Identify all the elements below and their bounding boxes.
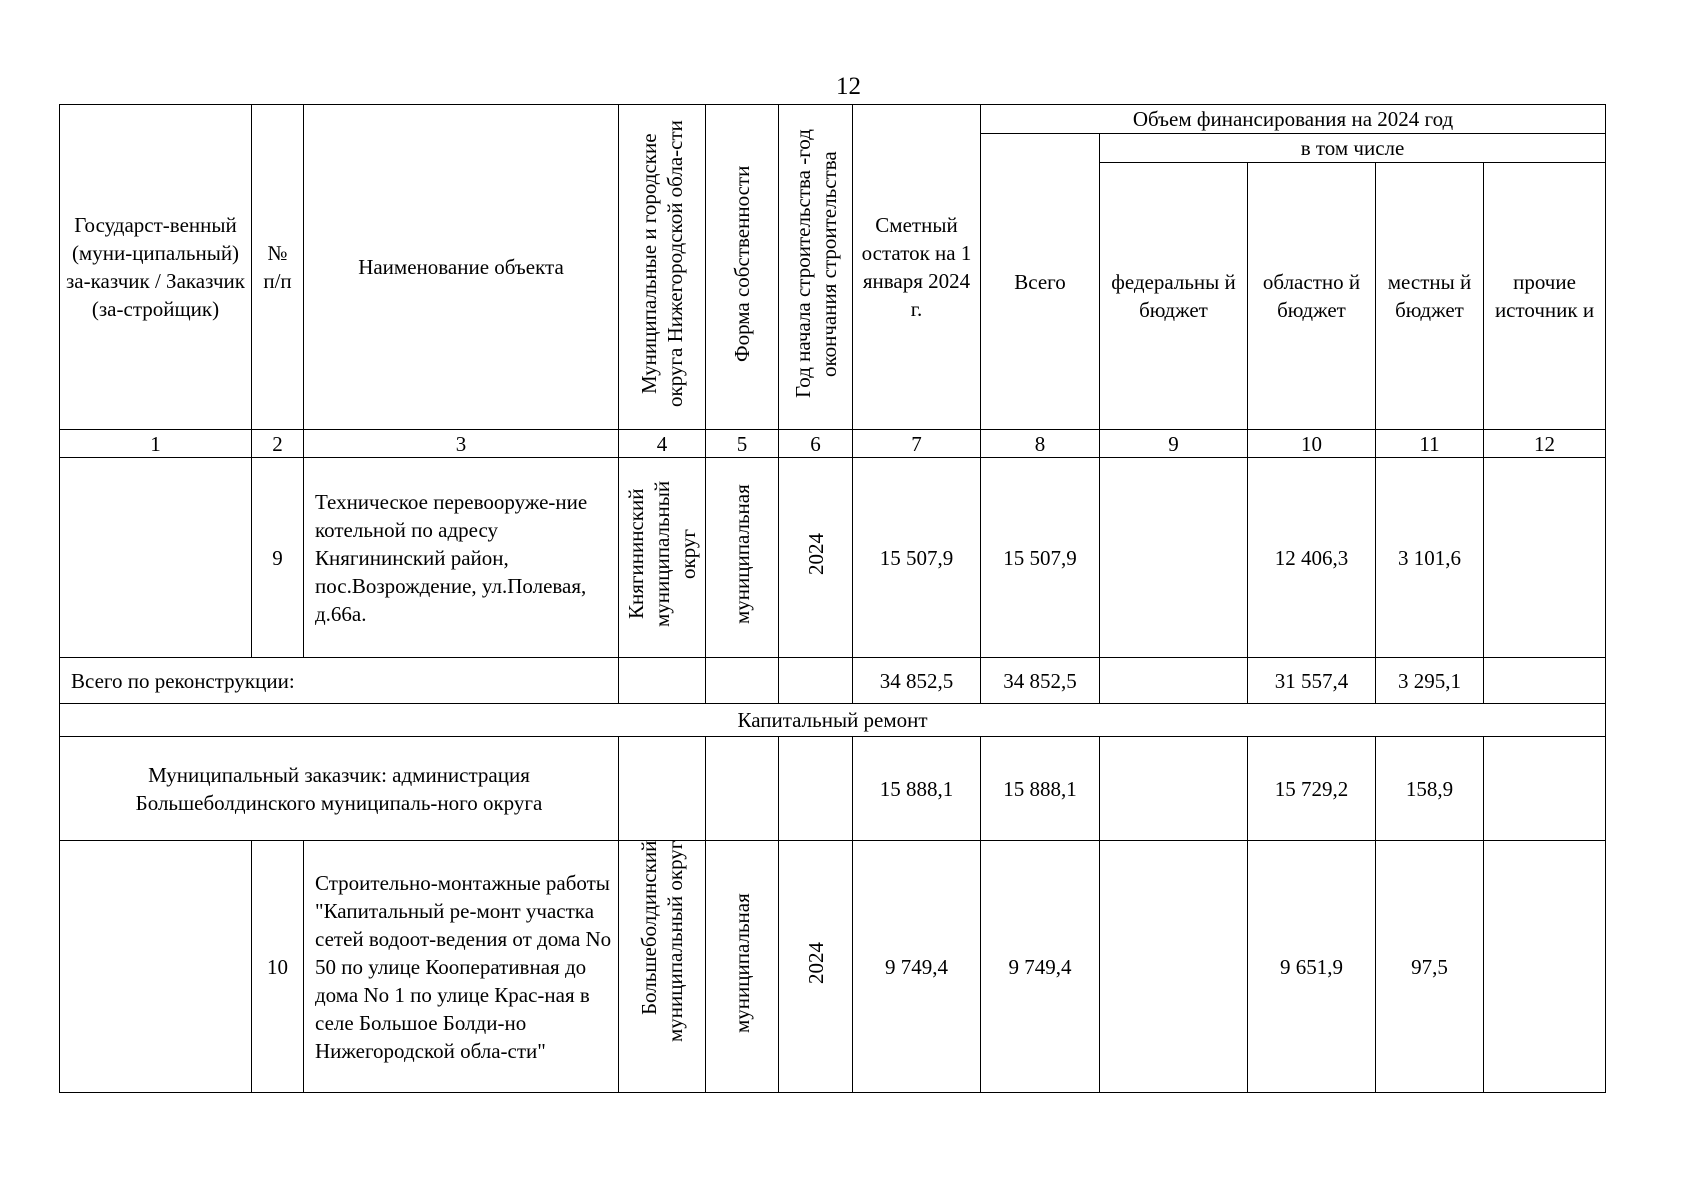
column-number: 5 <box>706 430 779 458</box>
column-number: 3 <box>304 430 619 458</box>
row10-year <box>779 841 853 1093</box>
row9-total: 15 507,9 <box>981 458 1100 658</box>
header-ownership-text: Форма собственности <box>730 165 754 362</box>
column-number: 12 <box>1484 430 1606 458</box>
row9-customer <box>60 458 252 658</box>
customer-row-empty <box>779 737 853 841</box>
customer-row-federal <box>1100 737 1248 841</box>
column-number: 9 <box>1100 430 1248 458</box>
header-row-1 <box>60 105 1606 134</box>
header-total: Всего <box>981 134 1100 430</box>
section-capital-repair: Капитальный ремонт <box>60 704 1606 737</box>
customer-row-total: 15 888,1 <box>981 737 1100 841</box>
row9-federal <box>1100 458 1248 658</box>
row9-municipality-text: Княгининский муниципальный округ <box>624 480 700 628</box>
header-balance: Сметный остаток на 1 января 2024 г. <box>853 105 981 430</box>
column-number: 1 <box>60 430 252 458</box>
header-object-name: Наименование объекта <box>304 105 619 430</box>
row9-ownership-text: муниципальная <box>730 484 754 624</box>
header-years <box>779 105 853 430</box>
customer-row-other <box>1484 737 1606 841</box>
header-ownership <box>706 105 779 430</box>
row10-object-name: Строительно-монтажные работы "Капитальный ре-монт участка сетей водоот-ведения от дома No 50 по улице Кооперативная до дома No 1 по улице Крас-ная в селе Большое Болди-но Нижегородской обла-сти" <box>304 841 619 1093</box>
header-other: прочие источник и <box>1484 163 1606 430</box>
table-row-9 <box>60 458 1606 658</box>
header-customer: Государст-венный (муни-ципальный) за-казчик / Заказчик (за-стройщик) <box>60 105 252 430</box>
reconstruction-total-regional: 31 557,4 <box>1248 658 1376 704</box>
page-number: 12 <box>836 73 861 100</box>
column-number: 11 <box>1376 430 1484 458</box>
header-years-text: Год начала строительства -год окончания строительства <box>790 129 841 398</box>
row10-ownership-text: муниципальная <box>730 893 754 1033</box>
customer-row-balance: 15 888,1 <box>853 737 981 841</box>
row9-regional: 12 406,3 <box>1248 458 1376 658</box>
customer-row-local: 158,9 <box>1376 737 1484 841</box>
row10-total: 9 749,4 <box>981 841 1100 1093</box>
reconstruction-total-empty <box>779 658 853 704</box>
section-heading-row <box>60 704 1606 737</box>
row10-year-text: 2024 <box>803 942 828 984</box>
row10-customer <box>60 841 252 1093</box>
row10-other <box>1484 841 1606 1093</box>
financing-table <box>59 104 1606 1093</box>
customer-row <box>60 737 1606 841</box>
customer-row-regional: 15 729,2 <box>1248 737 1376 841</box>
table-row-10 <box>60 841 1606 1093</box>
row10-num: 10 <box>252 841 304 1093</box>
column-number: 2 <box>252 430 304 458</box>
row9-other <box>1484 458 1606 658</box>
column-number: 6 <box>779 430 853 458</box>
header-local: местны й бюджет <box>1376 163 1484 430</box>
row9-local: 3 101,6 <box>1376 458 1484 658</box>
row10-local: 97,5 <box>1376 841 1484 1093</box>
reconstruction-total-local: 3 295,1 <box>1376 658 1484 704</box>
header-financing: Объем финансирования на 2024 год <box>981 105 1606 134</box>
column-number: 7 <box>853 430 981 458</box>
row9-municipality <box>619 458 706 658</box>
header-num: № п/п <box>252 105 304 430</box>
column-number: 4 <box>619 430 706 458</box>
reconstruction-total-empty <box>706 658 779 704</box>
reconstruction-total-row <box>60 658 1606 704</box>
customer-row-empty <box>619 737 706 841</box>
reconstruction-total-empty <box>619 658 706 704</box>
row9-balance: 15 507,9 <box>853 458 981 658</box>
row9-year <box>779 458 853 658</box>
reconstruction-total-federal <box>1100 658 1248 704</box>
row9-year-text: 2024 <box>803 533 828 575</box>
header-federal: федеральны й бюджет <box>1100 163 1248 430</box>
reconstruction-total-label: Всего по реконструкции: <box>60 658 619 704</box>
column-numbers-row <box>60 430 1606 458</box>
reconstruction-total-total: 34 852,5 <box>981 658 1100 704</box>
row10-municipality <box>619 841 706 1093</box>
row9-num: 9 <box>252 458 304 658</box>
reconstruction-total-other <box>1484 658 1606 704</box>
reconstruction-total-balance: 34 852,5 <box>853 658 981 704</box>
column-number: 10 <box>1248 430 1376 458</box>
row10-municipality-text: Большеболдинский муниципальный округ <box>637 841 687 1043</box>
row10-federal <box>1100 841 1248 1093</box>
header-regional: областно й бюджет <box>1248 163 1376 430</box>
column-number: 8 <box>981 430 1100 458</box>
customer-label: Муниципальный заказчик: администрация Большеболдинского муниципаль-ного округа <box>60 737 619 841</box>
row9-ownership <box>706 458 779 658</box>
row10-regional: 9 651,9 <box>1248 841 1376 1093</box>
header-municipalities <box>619 105 706 430</box>
row10-balance: 9 749,4 <box>853 841 981 1093</box>
row10-ownership <box>706 841 779 1093</box>
customer-row-empty <box>706 737 779 841</box>
row9-object-name: Техническое перевооруже-ние котельной по адресу Княгининский район, пос.Возрождение, ул.Полевая, д.66а. <box>304 458 619 658</box>
header-including: в том числе <box>1100 134 1606 163</box>
header-municipalities-text: Муниципальные и городские округа Нижегородской обла-сти <box>637 120 687 407</box>
